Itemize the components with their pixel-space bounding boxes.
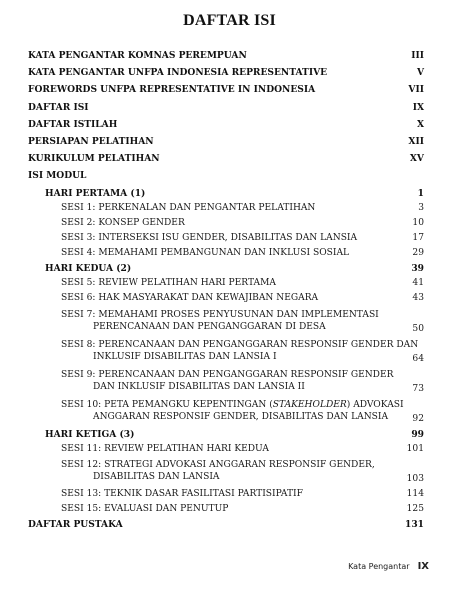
page-footer <box>348 561 429 572</box>
toc-entry-page: 3 <box>418 202 424 213</box>
toc-entry[interactable] <box>28 519 424 536</box>
toc-entry-page: 103 <box>406 473 424 484</box>
footer-section-label: Kata Pengantar <box>348 562 410 571</box>
toc-entry-page: 92 <box>412 413 424 424</box>
toc-entry-page: 99 <box>411 428 424 440</box>
toc-entry[interactable] <box>28 170 424 187</box>
toc-entry-page: 43 <box>412 293 424 304</box>
toc-entry-page: 17 <box>412 232 424 243</box>
toc-entry-label: KURIKULUM PELATIHAN <box>28 153 160 165</box>
toc-day-heading[interactable] <box>28 263 424 278</box>
toc-session-entry[interactable] <box>28 233 424 248</box>
toc-entry-label: HARI KETIGA (3) <box>45 428 135 440</box>
toc-entry-label: PERSIAPAN PELATIHAN <box>28 135 154 147</box>
toc-entry-label: DAFTAR ISTILAH <box>28 118 118 130</box>
toc-session-entry[interactable] <box>28 293 424 308</box>
toc-entry-page: 1 <box>417 187 424 199</box>
footer-page-number: IX <box>417 561 429 572</box>
toc-entry-label: KATA PENGANTAR KOMNAS PEREMPUAN <box>28 50 247 61</box>
toc-entry-label: HARI KEDUA (2) <box>45 263 132 275</box>
toc-entry-label: KATA PENGANTAR UNFPA INDONESIA REPRESENTATIVE <box>28 67 328 79</box>
table-of-contents <box>28 50 424 536</box>
toc-entry-label: SESI 1: PERKENALAN DAN PENGANTAR PELATIHAN <box>61 202 316 213</box>
toc-session-entry[interactable] <box>28 504 424 519</box>
toc-session-entry[interactable] <box>28 399 424 429</box>
toc-entry-page: XV <box>409 153 424 165</box>
toc-entry-page: 29 <box>412 248 424 259</box>
toc-entry-page: 39 <box>411 263 424 275</box>
toc-session-entry[interactable] <box>28 278 424 293</box>
toc-entry-label: SESI 2: KONSEP GENDER <box>61 217 185 228</box>
toc-entry[interactable] <box>28 84 424 101</box>
toc-entry-label: SESI 3: INTERSEKSI ISU GENDER, DISABILITAS DAN LANSIA <box>61 232 358 243</box>
toc-entry-page: 125 <box>406 504 424 514</box>
toc-session-entry[interactable] <box>28 218 424 233</box>
toc-entry-page: VII <box>408 84 424 96</box>
toc-entry-label: HARI PERTAMA (1) <box>45 187 146 199</box>
toc-entry-label: SESI 5: REVIEW PELATIHAN HARI PERTAMA <box>61 278 276 289</box>
toc-entry-label: SESI 7: MEMAHAMI PROSES PENYUSUNAN DAN IMPLEMENTASI PERENCANAAN DAN PENGANGGARAN DI DESA <box>61 309 379 332</box>
toc-session-entry[interactable] <box>28 203 424 218</box>
toc-session-entry[interactable] <box>28 339 424 369</box>
toc-entry-label: SESI 12: STRATEGI ADVOKASI ANGGARAN RESPONSIF GENDER, DISABILITAS DAN LANSIA <box>61 459 375 482</box>
toc-entry[interactable] <box>28 102 424 119</box>
toc-entry-page: III <box>411 50 424 61</box>
toc-entry[interactable] <box>28 136 424 153</box>
toc-entry-page: XII <box>408 135 424 147</box>
toc-entry[interactable] <box>28 67 424 84</box>
toc-session-entry[interactable] <box>28 369 424 399</box>
toc-entry-page: 114 <box>406 488 424 499</box>
toc-entry-label: DAFTAR PUSTAKA <box>28 519 123 531</box>
toc-session-entry[interactable] <box>28 459 424 489</box>
toc-session-entry[interactable] <box>28 444 424 459</box>
toc-entry-page: IX <box>412 101 424 113</box>
page-title: DAFTAR ISI <box>183 12 276 29</box>
toc-entry[interactable] <box>28 50 424 67</box>
toc-day-heading[interactable] <box>28 429 424 444</box>
toc-session-entry[interactable] <box>28 489 424 504</box>
toc-day-heading[interactable] <box>28 188 424 203</box>
toc-entry-label: SESI 4: MEMAHAMI PEMBANGUNAN DAN INKLUSI SOSIAL <box>61 248 350 259</box>
toc-entry-label: SESI 6: HAK MASYARAKAT DAN KEWAJIBAN NEGARA <box>61 293 319 304</box>
toc-entry-page: V <box>416 67 424 79</box>
toc-entry-label: SESI 9: PERENCANAAN DAN PENGANGGARAN RESPONSIF GENDER DAN INKLUSIF DISABILITAS DAN LANSIA II <box>61 369 394 392</box>
toc-entry-label: SESI 10: PETA PEMANGKU KEPENTINGAN (STAKEHOLDER) ADVOKASI ANGGARAN RESPONSIF GENDER, DISABILITAS DAN LANSIA <box>61 399 404 422</box>
toc-entry[interactable] <box>28 153 424 170</box>
toc-entry-label: SESI 8: PERENCANAAN DAN PENGANGGARAN RESPONSIF GENDER DAN INKLUSIF DISABILITAS DAN LANSIA I <box>61 339 419 362</box>
toc-entry-page: 131 <box>405 519 424 531</box>
toc-entry-label: ISI MODUL <box>28 170 87 182</box>
toc-entry-label: SESI 15: EVALUASI DAN PENUTUP <box>61 504 229 514</box>
toc-entry-label: DAFTAR ISI <box>28 101 89 113</box>
toc-entry-page: 64 <box>412 353 424 364</box>
toc-entry[interactable] <box>28 119 424 136</box>
toc-entry-label: SESI 13: TEKNIK DASAR FASILITASI PARTISIPATIF <box>61 488 303 499</box>
toc-entry-label: SESI 11: REVIEW PELATIHAN HARI KEDUA <box>61 443 269 454</box>
toc-entry-page: 101 <box>406 443 424 454</box>
toc-session-entry[interactable] <box>28 248 424 263</box>
toc-entry-page: 50 <box>412 323 424 334</box>
toc-entry-page: 10 <box>412 217 424 228</box>
toc-entry-label: FOREWORDS UNFPA REPRESENTATIVE IN INDONESIA <box>28 84 316 96</box>
toc-entry-page: 73 <box>412 383 424 394</box>
toc-session-entry[interactable] <box>28 309 424 339</box>
toc-entry-page: X <box>416 118 424 130</box>
toc-entry-page: 41 <box>412 278 424 289</box>
